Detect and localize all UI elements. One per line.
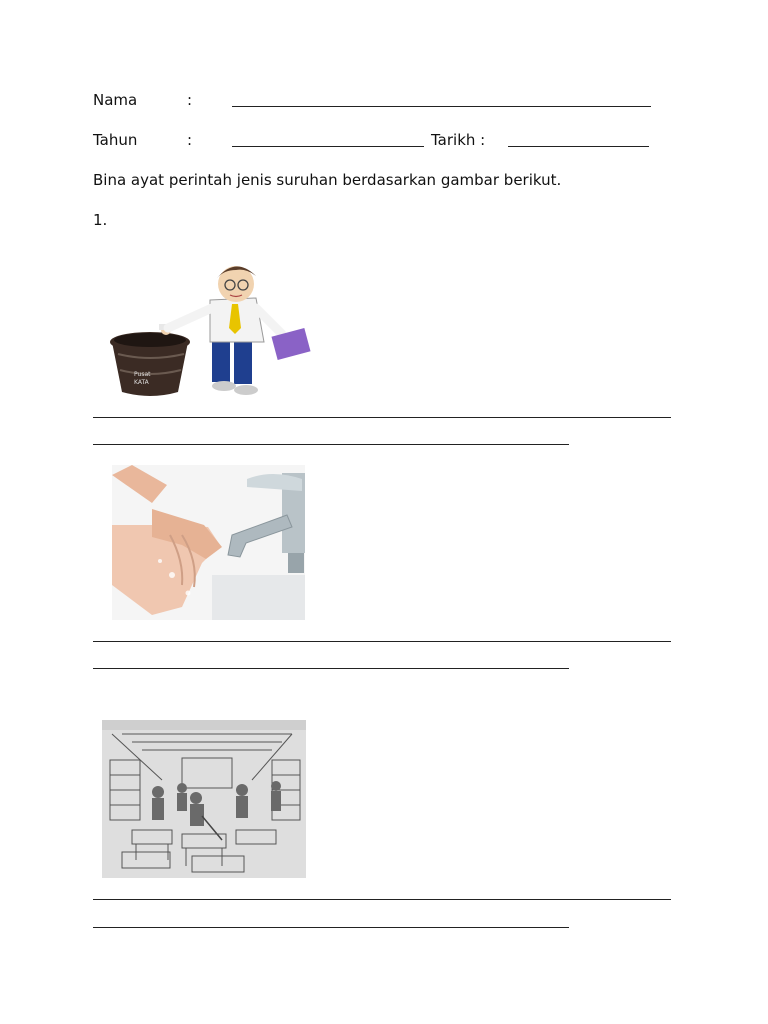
name-answer-line[interactable] — [232, 106, 651, 107]
year-colon: : — [187, 131, 193, 149]
washing-hands-picture — [112, 465, 305, 620]
date-label: Tarikh : — [431, 131, 486, 149]
answer-line-3a[interactable] — [93, 899, 671, 900]
date-answer-line[interactable] — [508, 146, 649, 147]
year-label: Tahun — [93, 131, 138, 149]
bin-label: Pusat — [134, 371, 151, 378]
question-number: 1. — [93, 211, 108, 229]
boy-throwing-rubbish-picture — [106, 258, 312, 400]
classroom-cleaning-picture — [102, 720, 306, 878]
instruction-text: Bina ayat perintah jenis suruhan berdasarkan gambar berikut. — [93, 171, 562, 189]
answer-line-3b[interactable] — [93, 927, 569, 928]
answer-line-2a[interactable] — [93, 641, 671, 642]
name-label: Nama — [93, 91, 138, 109]
name-colon: : — [187, 91, 193, 109]
svg-text:KATA: KATA — [134, 379, 149, 386]
answer-line-1b[interactable] — [93, 444, 569, 445]
answer-line-1a[interactable] — [93, 417, 671, 418]
answer-line-2b[interactable] — [93, 668, 569, 669]
year-answer-line[interactable] — [232, 146, 424, 147]
